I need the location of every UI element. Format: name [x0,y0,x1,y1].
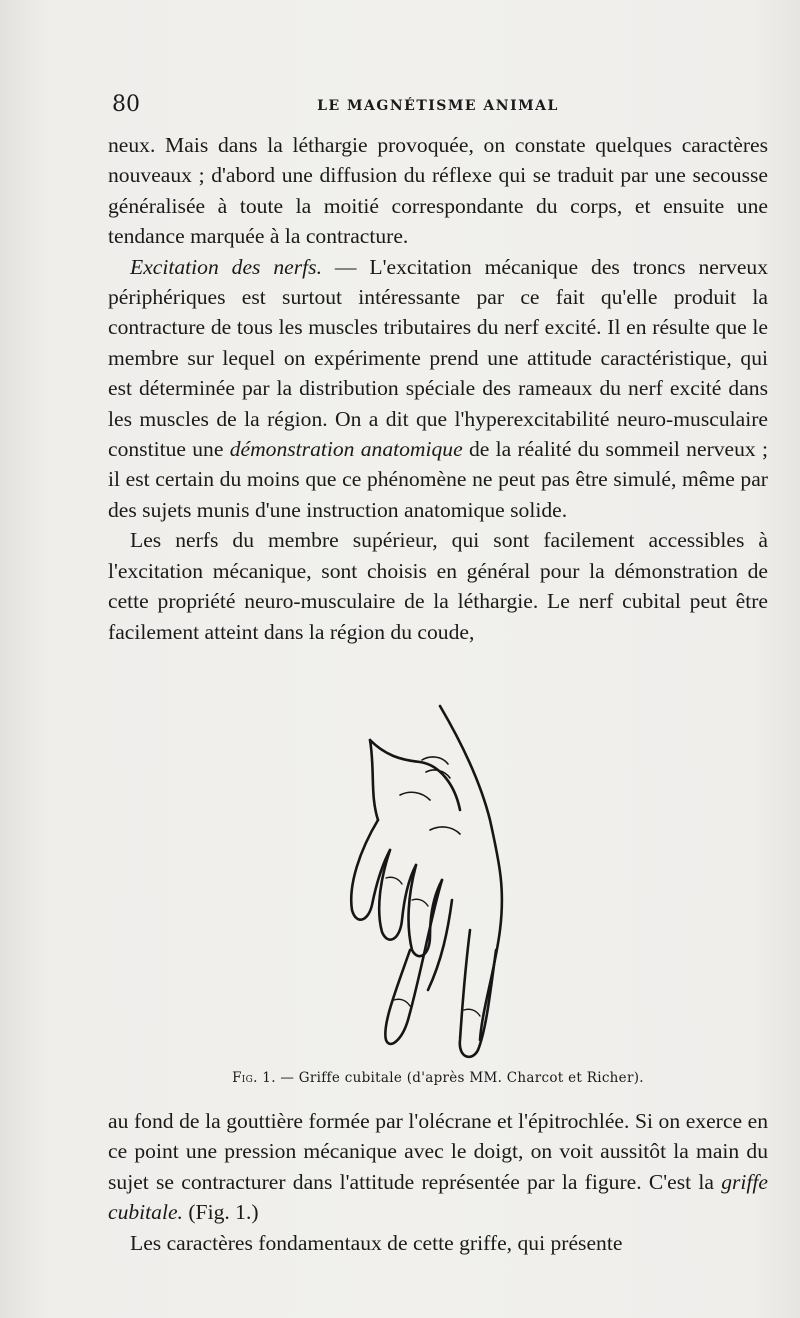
figure-hand-illustration [330,700,570,1070]
italic-griffe: griffe cubitale. [108,1169,768,1225]
page-header [108,92,768,122]
figure-caption [108,1070,768,1086]
page-number: 80 [112,92,140,117]
paragraph-4: au fond de la gouttière formée par l'olécrane et l'épitrochlée. Si on exerce en ce point une pression mécanique avec le doigt, on voit aussitôt la main du sujet se contracturer dans l'attitude représentée par la figure. C'est la griffe cubitale. (Fig. 1.) [108,1109,768,1225]
griffe-cubitale-drawing [330,700,570,1070]
paragraph-5: Les caractères fondamentaux de cette griffe, qui présente [130,1230,623,1255]
paragraph-2: Excitation des nerfs. — L'excitation mécanique des troncs nerveux périphériques est surtout intéressante par ce fait qu'elle produit la contracture de tous les muscles tributaires du nerf excité. Il en résulte que le membre sur lequel on expérimente prend une attitude caractéristique, qui est déterminée par la distribution spéciale des rameaux du nerf excité dans les muscles de la région. On a dit que l'hyperexcitabilité neuro-musculaire constitue une démonstration anatomique de la réalité du sommeil nerveux ; il est certain du moins que ce phénomène ne peut pas être simulé, même par des sujets munis d'une instruction anatomique solide. [108,254,769,522]
italic-term: démonstration anatomique [229,437,463,462]
paragraph-1: neux. Mais dans la léthargie provoquée, on constate quelques caractères nouveaux ; d'abord une diffusion du réflexe qui se traduit par une secousse généralisée à toute la moitié correspondante du corps, et ensuite une tendance marquée à la contracture. [108,133,768,249]
caption-text: — Griffe cubitale (d'après MM. Charcot et Richer). [275,1070,644,1086]
paragraph-3: Les nerfs du membre supérieur, qui sont facilement accessibles à l'excitation mécanique, sont choisis en général pour la démonstration de cette propriété neuro-musculaire de la léthargie. Le nerf cubital peut être facilement atteint dans la région du coude, [108,528,768,644]
figure-label: Fig. 1. [232,1070,276,1086]
body-text-bottom [108,1106,768,1258]
body-text-top [108,130,768,647]
running-title: LE MAGNÉTISME ANIMAL [317,98,559,114]
italic-lead: Excitation des nerfs. [130,254,322,279]
